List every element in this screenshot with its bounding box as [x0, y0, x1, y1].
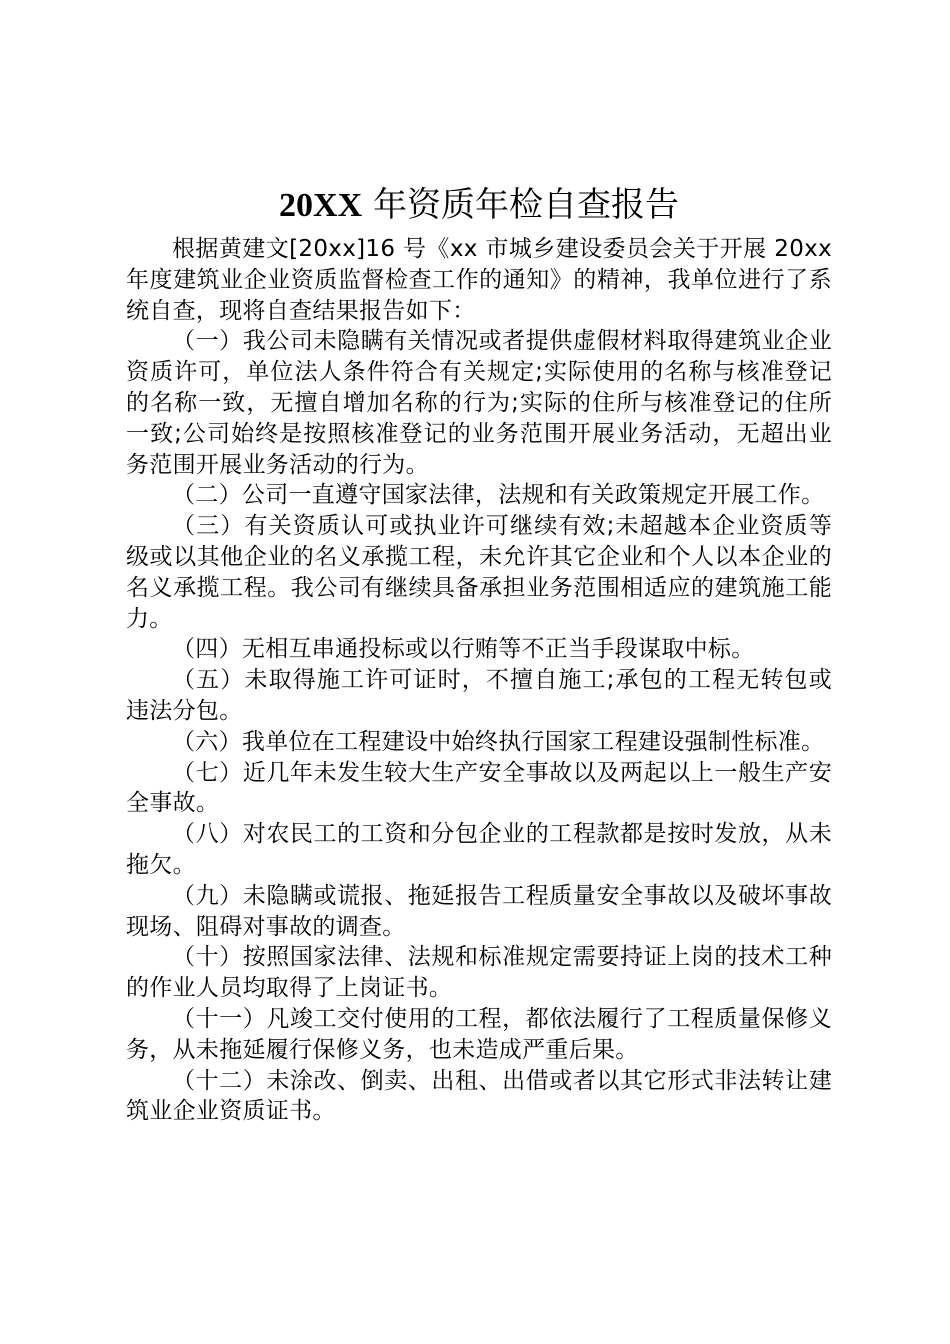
title-text: 年资质年检自查报告 [362, 185, 679, 225]
item-1-paragraph: （一）我公司未隐瞒有关情况或者提供虚假材料取得建筑业企业资质许可，单位法人条件符合有关规定;实际使用的名称与核准登记的名称一致，无擅自增加名称的行为;实际的住所与核准登记的住所一致;公司始终是按照核准登记的业务范围开展业务活动，无超出业务范围开展业务活动的行为。 [126, 328, 832, 478]
intro-paragraph: 根据黄建文[20xx]16 号《xx 市城乡建设委员会关于开展 20xx 年度建筑业企业资质监督检查工作的通知》的精神，我单位进行了系统自查，现将自查结果报告如下： [126, 236, 832, 324]
item-3-paragraph: （三）有关资质认可或执业许可继续有效;未超越本企业资质等级或以其他企业的名义承揽工程，未允许其它企业和个人以本企业的名义承揽工程。我公司有继续具备承担业务范围相适应的建筑施工能力。 [126, 513, 832, 632]
item-10-paragraph: （十）按照国家法律、法规和标准规定需要持证上岗的技术工种的作业人员均取得了上岗证书。 [126, 944, 832, 1002]
item-11-paragraph: （十一）凡竣工交付使用的工程，都依法履行了工程质量保修义务，从未拖延履行保修义务，也未造成严重后果。 [126, 1005, 832, 1063]
document-body [126, 234, 832, 1127]
document-title [126, 180, 832, 230]
item-12-paragraph: （十二）未涂改、倒卖、出租、出借或者以其它形式非法转让建筑业企业资质证书。 [126, 1067, 832, 1125]
item-9-paragraph: （九）未隐瞒或谎报、拖延报告工程质量安全事故以及破坏事故现场、阻碍对事故的调查。 [126, 882, 832, 940]
item-6-paragraph: （六）我单位在工程建设中始终执行国家工程建设强制性标准。 [172, 728, 825, 755]
document-page [126, 180, 832, 1127]
item-8-paragraph: （八）对农民工的工资和分包企业的工程款都是按时发放，从未拖欠。 [126, 821, 832, 878]
item-4-paragraph: （四）无相互串通投标或以行贿等不正当手段谋取中标。 [172, 636, 755, 663]
item-7-paragraph: （七）近几年未发生较大生产安全事故以及两起以上一般生产安全事故。 [126, 759, 832, 817]
title-year: 20XX [279, 187, 363, 224]
item-5-paragraph: （五）未取得施工许可证时，不擅自施工;承包的工程无转包或违法分包。 [126, 667, 832, 724]
item-2-paragraph: （二）公司一直遵守国家法律，法规和有关政策规定开展工作。 [172, 482, 825, 509]
